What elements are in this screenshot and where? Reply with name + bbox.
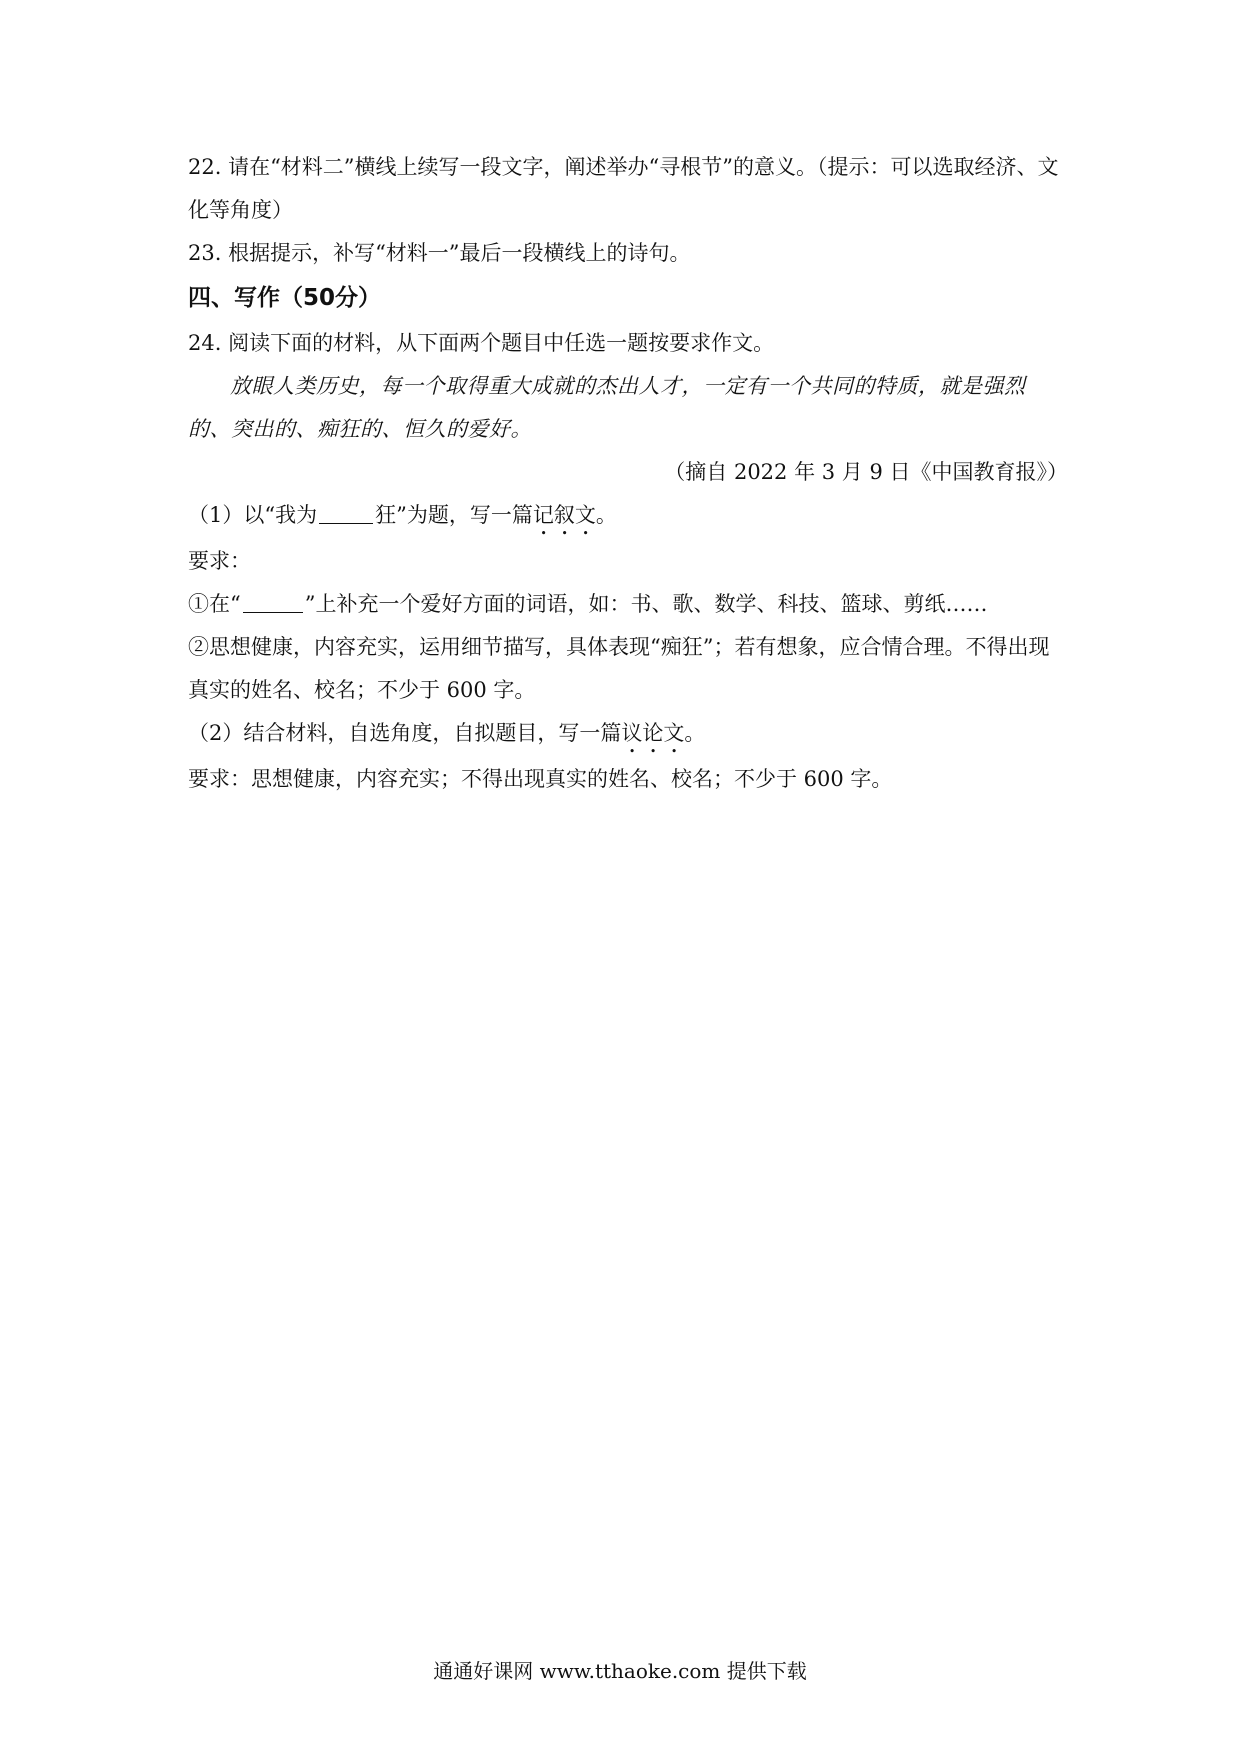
download-footer: 通通好课网 www.tthaoke.com 提供下载	[433, 1659, 807, 1683]
section-heading: 四、写作（50分）	[188, 285, 382, 311]
question-22: 22. 请在“材料二”横线上续写一段文字，阐述举办“寻根节”的意义。（提示：可以选取经济、文化等角度）	[188, 155, 1059, 222]
option-1-prefix: （1）以“我为	[188, 503, 318, 527]
option-1	[188, 494, 1068, 540]
option-1-suffix: 。	[595, 503, 617, 527]
material-source: （摘自 2022 年 3 月 9 日《中国教育报》）	[664, 460, 1068, 484]
option-2-prefix: （2）结合材料，自选角度，自拟题目，写一篇	[188, 721, 622, 745]
option-1-middle: 狂”为题，写一篇	[375, 503, 533, 527]
question-24-intro: 24. 阅读下面的材料，从下面两个题目中任选一题按要求作文。	[188, 331, 775, 355]
page-content	[188, 146, 1068, 801]
requirement-2: ②思想健康，内容充实，运用细节描写，具体表现“痴狂”；若有想象，应合情合理。不得出现真实的姓名、校名；不少于 600 字。	[188, 635, 1050, 702]
option-2-genre: 议论文	[621, 721, 685, 745]
requirements-label: 要求：	[188, 549, 251, 573]
requirement-1-prefix: ①在“	[188, 592, 241, 616]
option-2	[188, 712, 1068, 758]
material-text: 放眼人类历史，每一个取得重大成就的杰出人才，一定有一个共同的特质，就是强烈的、突出的、痴狂的、恒久的爱好。	[188, 374, 1026, 441]
option-1-genre: 记叙文	[532, 503, 596, 527]
question-23: 23. 根据提示，补写“材料一”最后一段横线上的诗句。	[188, 241, 691, 265]
option-2-suffix: 。	[684, 721, 706, 745]
fill-blank	[319, 501, 373, 524]
requirement-1	[188, 583, 1068, 626]
fill-blank	[243, 590, 303, 613]
requirement-1-text: ”上补充一个爱好方面的词语，如：书、歌、数学、科技、篮球、剪纸……	[304, 592, 988, 616]
option-2-requirements: 要求：思想健康，内容充实；不得出现真实的姓名、校名；不少于 600 字。	[188, 767, 893, 791]
